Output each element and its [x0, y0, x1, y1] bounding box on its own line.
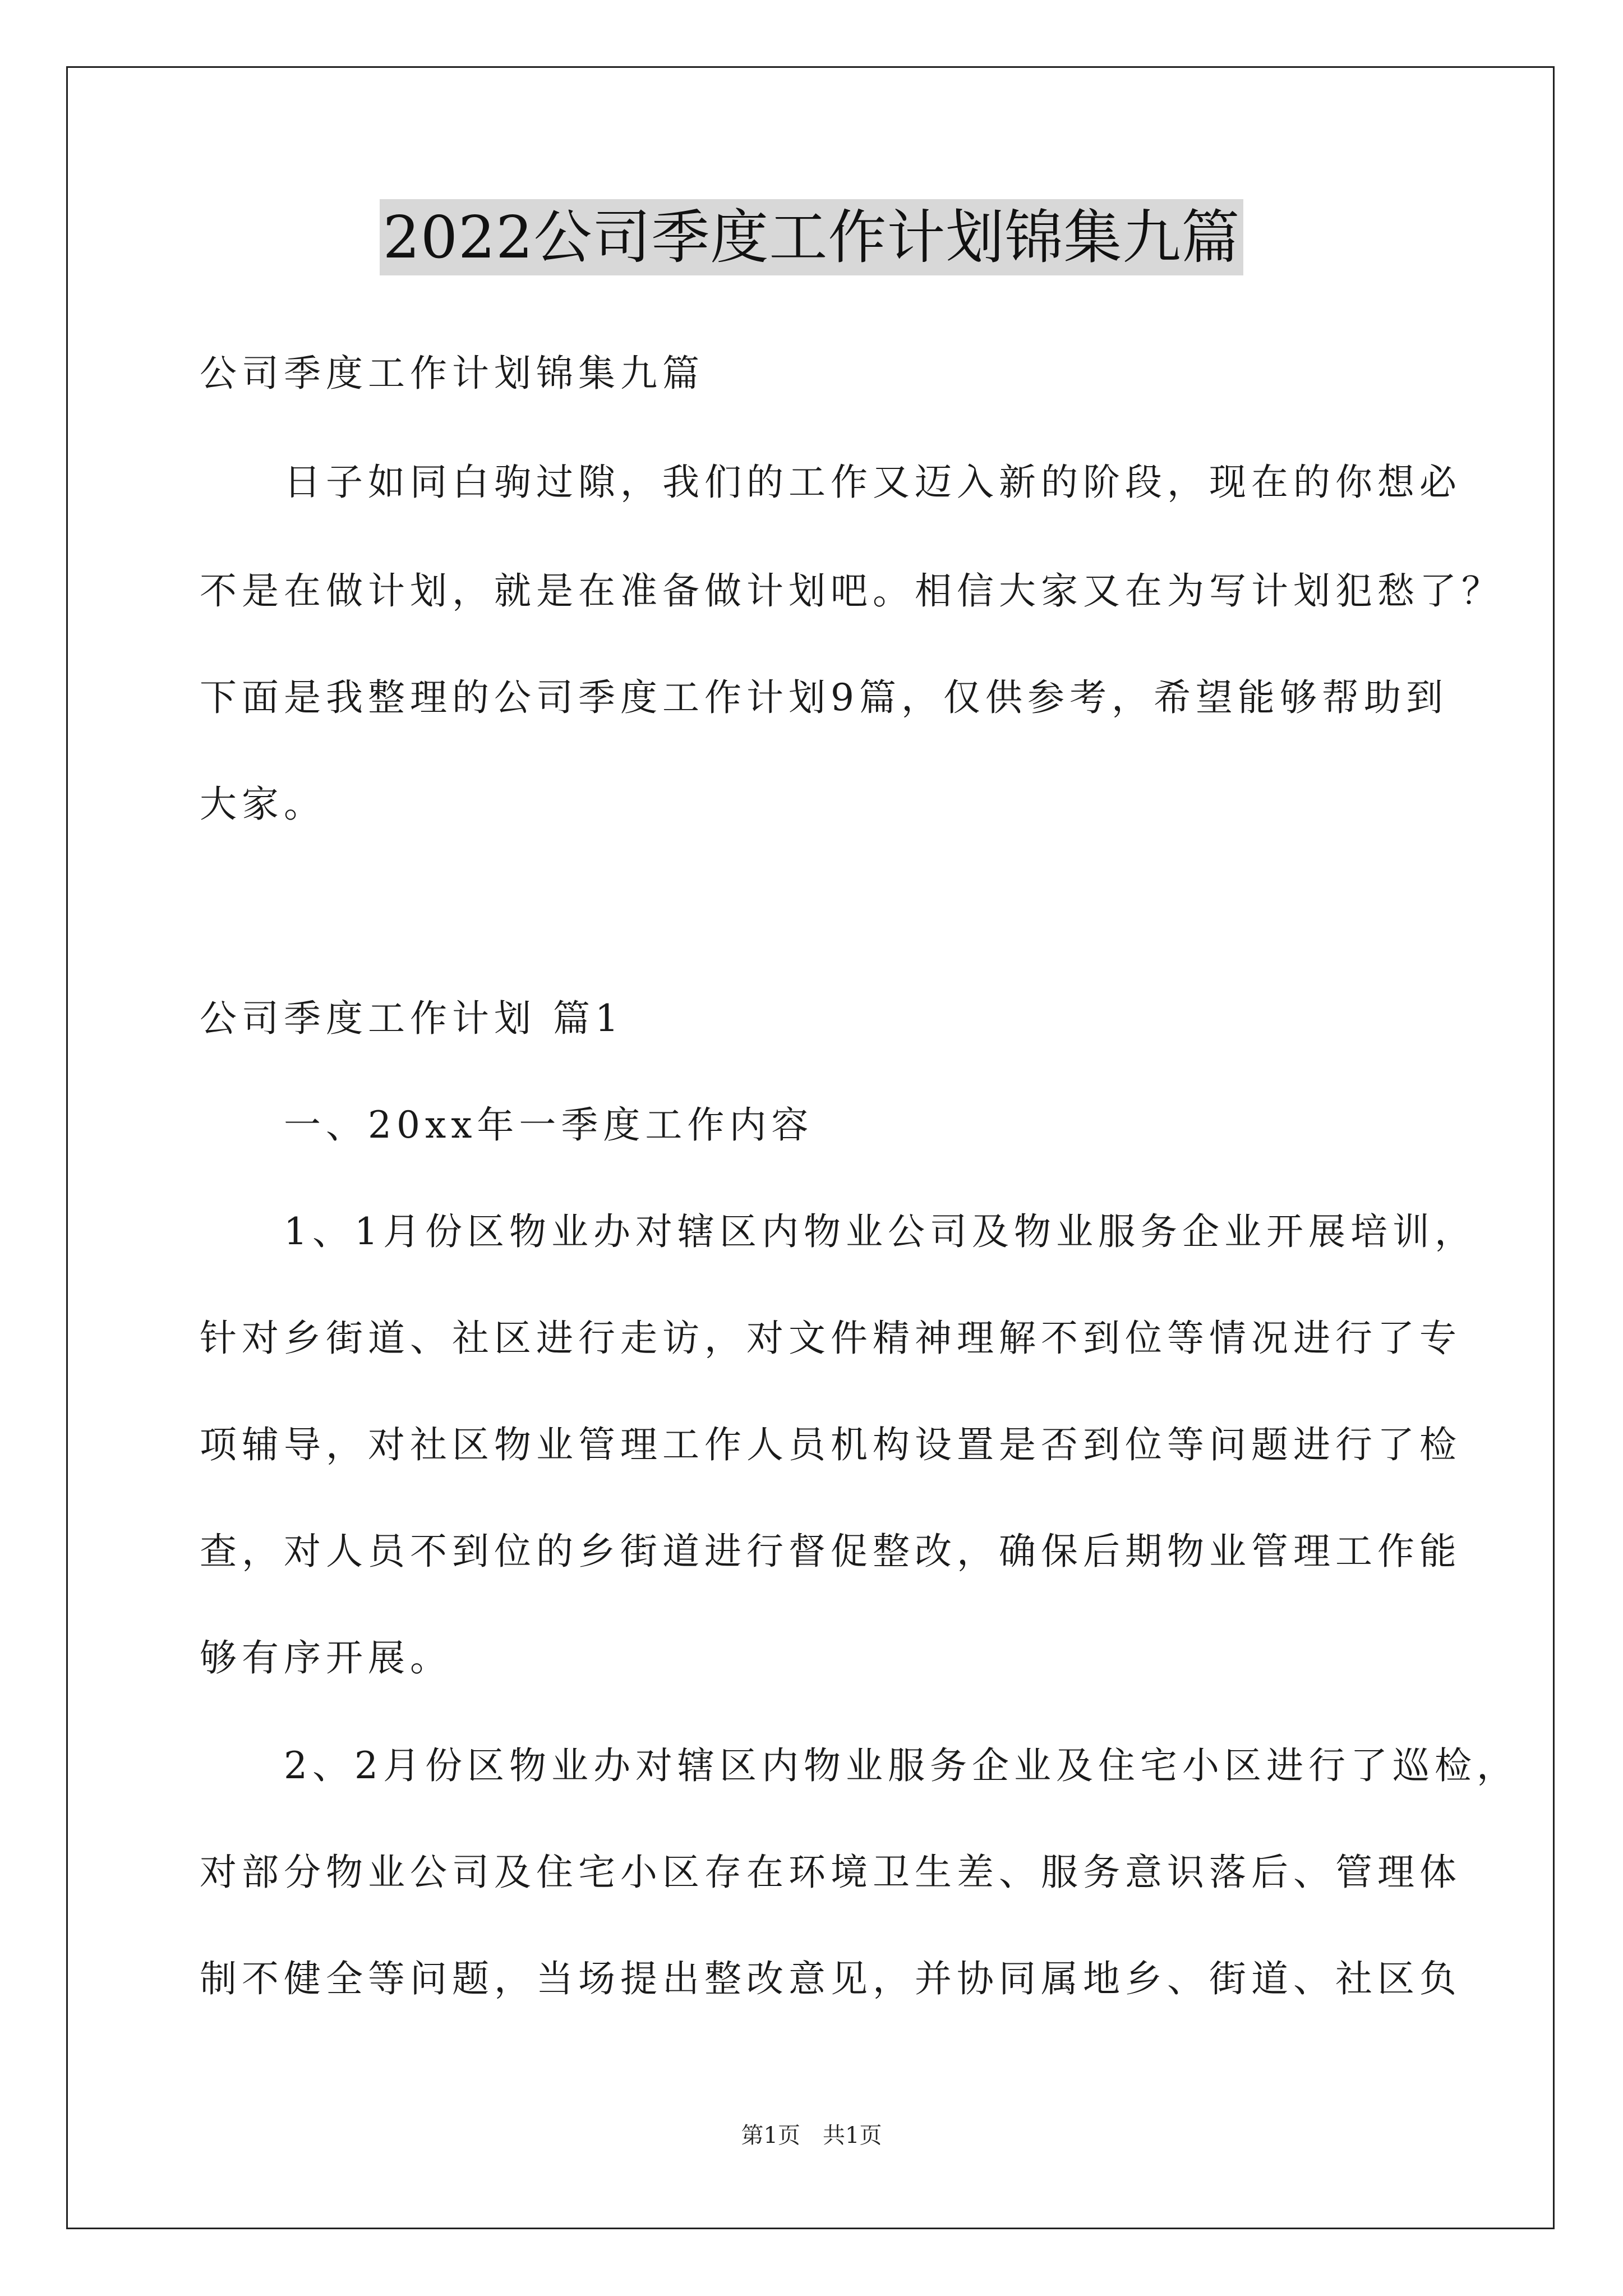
document-title: 2022公司季度工作计划锦集九篇 — [380, 199, 1244, 275]
intro-line-1: 日子如同白驹过隙，我们的工作又迈入新的阶段，现在的你想必 — [284, 461, 1461, 504]
para2-line-3: 制不健全等问题，当场提出整改意见，并协同属地乡、街道、社区负 — [200, 1957, 1461, 2000]
para2-line-1: 2、2月份区物业办对辖区内物业服务企业及住宅小区进行了巡检， — [284, 1744, 1519, 1787]
para1-line-3: 项辅导，对社区物业管理工作人员机构设置是否到位等问题进行了检 — [200, 1423, 1461, 1466]
para1-line-4: 查，对人员不到位的乡街道进行督促整改，确保后期物业管理工作能 — [200, 1530, 1461, 1573]
title-container — [0, 199, 1623, 275]
item-heading: 一、20xx年一季度工作内容 — [284, 1103, 814, 1147]
intro-line-3: 下面是我整理的公司季度工作计划9篇，仅供参考，希望能够帮助到 — [200, 676, 1448, 719]
intro-line-2: 不是在做计划，就是在准备做计划吧。相信大家又在为写计划犯愁了？ — [200, 569, 1504, 613]
page-footer: 第1页 共1页 — [741, 2123, 882, 2148]
para1-line-1: 1、1月份区物业办对辖区内物业公司及物业服务企业开展培训， — [284, 1210, 1477, 1253]
para1-line-5: 够有序开展。 — [200, 1636, 452, 1680]
para2-line-2: 对部分物业公司及住宅小区存在环境卫生差、服务意识落后、管理体 — [200, 1851, 1461, 1894]
section-heading: 公司季度工作计划 篇1 — [200, 997, 624, 1040]
para1-line-2: 针对乡街道、社区进行走访，对文件精神理解不到位等情况进行了专 — [200, 1317, 1461, 1360]
subtitle: 公司季度工作计划锦集九篇 — [200, 352, 704, 395]
intro-line-4: 大家。 — [200, 783, 326, 826]
